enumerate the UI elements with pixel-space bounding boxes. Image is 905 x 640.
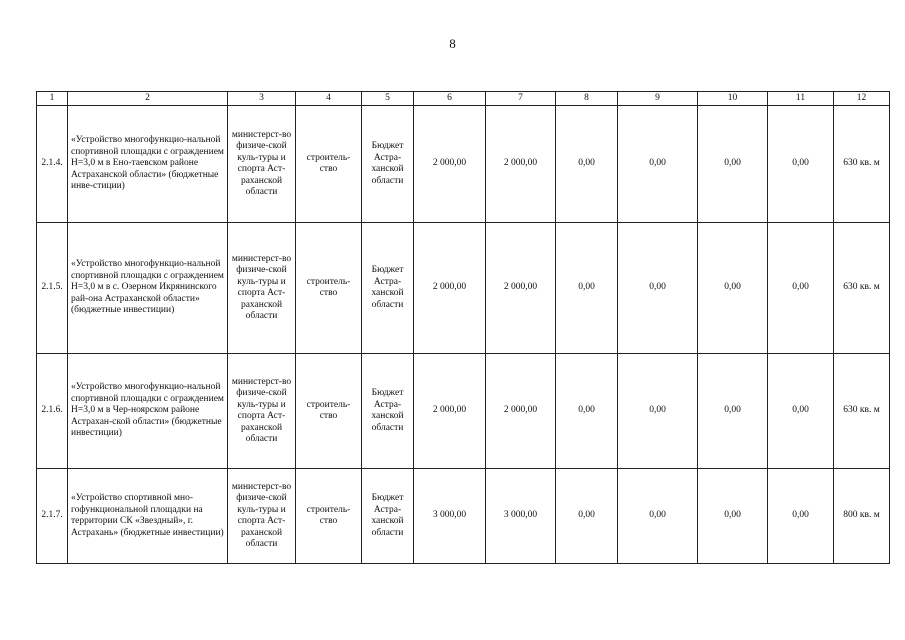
column-header: 6: [414, 92, 486, 106]
value-col8: 0,00: [556, 354, 618, 469]
item-name: «Устройство многофункцио-нальной спортивной площадки с ограждением Н=3,0 м в Ено-таевском районе Астраханской области» (бюджетные инве-стиции): [68, 106, 228, 223]
value-col9: 0,00: [618, 354, 698, 469]
value-col10: 0,00: [698, 106, 768, 223]
value-col6: 2 000,00: [414, 354, 486, 469]
funding-source: Бюджет Астра-ханской области: [362, 106, 414, 223]
responsible-org: министерст-во физиче-ской куль-туры и спорта Аст-раханской области: [228, 223, 296, 354]
page-number: 8: [449, 36, 456, 51]
program-table: [36, 91, 890, 564]
item-name: «Устройство спортивной мно-гофункциональной площадки на территории СК «Звездный», г. Астрахань» (бюджетные инвестиции): [68, 469, 228, 564]
value-col9: 0,00: [618, 469, 698, 564]
value-col8: 0,00: [556, 223, 618, 354]
value-col7: 2 000,00: [486, 223, 556, 354]
column-header: 1: [37, 92, 68, 106]
column-header: 8: [556, 92, 618, 106]
capacity: 800 кв. м: [834, 469, 890, 564]
column-header: 10: [698, 92, 768, 106]
item-number: 2.1.5.: [37, 223, 68, 354]
column-header: 5: [362, 92, 414, 106]
value-col10: 0,00: [698, 354, 768, 469]
value-col6: 3 000,00: [414, 469, 486, 564]
value-col7: 2 000,00: [486, 106, 556, 223]
item-name: «Устройство многофункцио-нальной спортивной площадки с ограждением Н=3,0 м в с. Озерном Икрянинского рай-она Астраханской области» (бюджетные инвестиции): [68, 223, 228, 354]
responsible-org: министерст-во физиче-ской куль-туры и спорта Аст-раханской области: [228, 106, 296, 223]
value-col11: 0,00: [768, 469, 834, 564]
capacity: 630 кв. м: [834, 354, 890, 469]
table-row: [37, 354, 890, 469]
column-header: 12: [834, 92, 890, 106]
funding-source: Бюджет Астра-ханской области: [362, 469, 414, 564]
value-col11: 0,00: [768, 106, 834, 223]
item-number: 2.1.6.: [37, 354, 68, 469]
value-col10: 0,00: [698, 469, 768, 564]
column-header: 7: [486, 92, 556, 106]
capacity: 630 кв. м: [834, 106, 890, 223]
work-type: строитель-ство: [296, 354, 362, 469]
column-header: 4: [296, 92, 362, 106]
value-col7: 2 000,00: [486, 354, 556, 469]
value-col6: 2 000,00: [414, 223, 486, 354]
table-row: [37, 106, 890, 223]
funding-source: Бюджет Астра-ханской области: [362, 354, 414, 469]
table-row: [37, 469, 890, 564]
responsible-org: министерст-во физиче-ской куль-туры и спорта Аст-раханской области: [228, 354, 296, 469]
value-col7: 3 000,00: [486, 469, 556, 564]
column-header: 3: [228, 92, 296, 106]
responsible-org: министерст-во физиче-ской куль-туры и спорта Аст-раханской области: [228, 469, 296, 564]
capacity: 630 кв. м: [834, 223, 890, 354]
work-type: строитель-ство: [296, 106, 362, 223]
value-col11: 0,00: [768, 223, 834, 354]
work-type: строитель-ство: [296, 469, 362, 564]
column-header: 11: [768, 92, 834, 106]
value-col11: 0,00: [768, 354, 834, 469]
column-header: 9: [618, 92, 698, 106]
value-col8: 0,00: [556, 469, 618, 564]
work-type: строитель-ство: [296, 223, 362, 354]
column-number-row: [37, 92, 890, 106]
item-number: 2.1.7.: [37, 469, 68, 564]
funding-source: Бюджет Астра-ханской области: [362, 223, 414, 354]
value-col10: 0,00: [698, 223, 768, 354]
value-col8: 0,00: [556, 106, 618, 223]
value-col9: 0,00: [618, 106, 698, 223]
value-col9: 0,00: [618, 223, 698, 354]
item-name: «Устройство многофункцио-нальной спортивной площадки с ограждением Н=3,0 м в Чер-ноярском районе Астрахан-ской области» (бюджетные инвестиции): [68, 354, 228, 469]
item-number: 2.1.4.: [37, 106, 68, 223]
table-row: [37, 223, 890, 354]
value-col6: 2 000,00: [414, 106, 486, 223]
column-header: 2: [68, 92, 228, 106]
